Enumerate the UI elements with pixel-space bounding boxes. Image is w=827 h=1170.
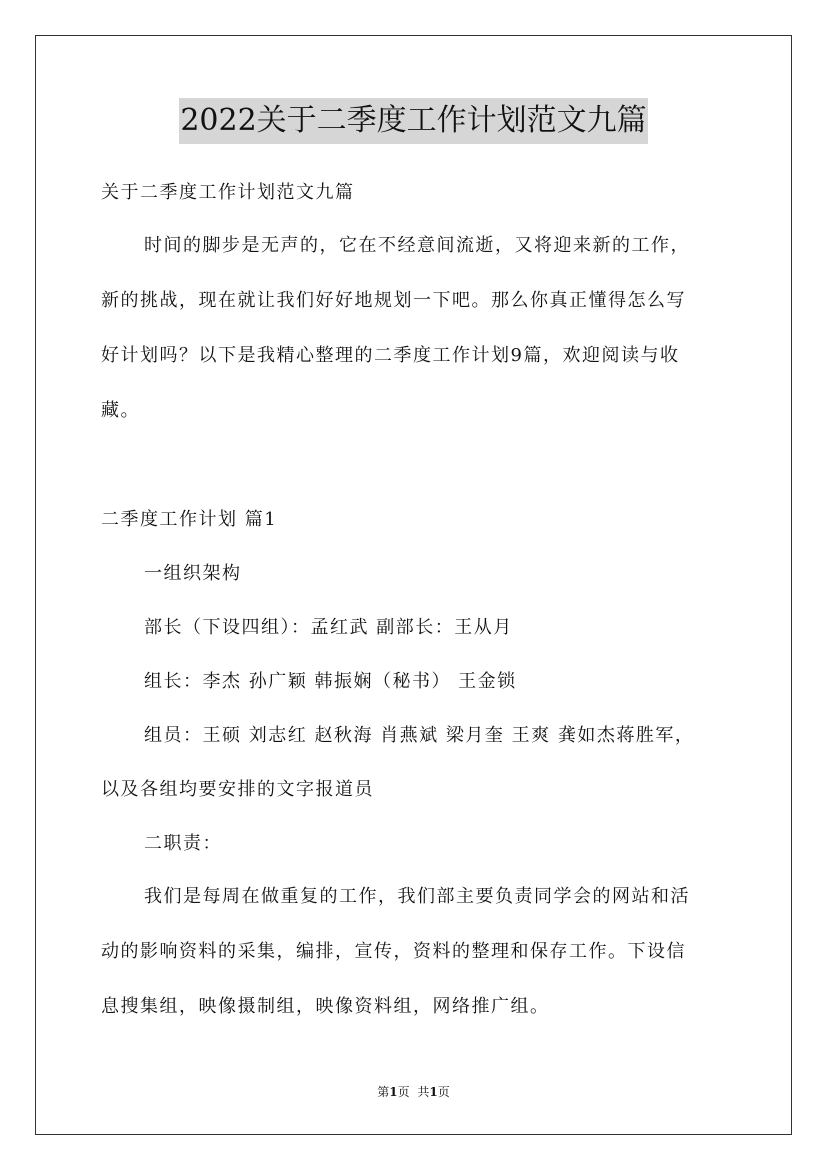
section-heading: 二季度工作计划 篇1	[101, 509, 278, 530]
leaders-line: 组长：李杰 孙广颖 韩振娴（秘书） 王金锁	[144, 671, 517, 692]
footer-page-suffix: 页	[397, 1085, 410, 1099]
minister-line: 部长（下设四组）：孟红武 副部长：王从月	[144, 617, 513, 638]
page-footer	[0, 1084, 827, 1100]
intro-line-1: 时间的脚步是无声的，它在不经意间流逝，又将迎来新的工作，	[144, 235, 690, 256]
intro-line-3: 好计划吗？以下是我精心整理的二季度工作计划9篇，欢迎阅读与收	[101, 345, 680, 366]
org-heading: 一组织架构	[144, 563, 242, 584]
title-container	[0, 98, 827, 144]
duty-line-3: 息搜集组，映像摄制组，映像资料组，网络推广组。	[101, 996, 550, 1017]
duty-line-2: 动的影响资料的采集，编排，宣传，资料的整理和保存工作。下设信	[101, 941, 686, 962]
duty-heading: 二职责：	[144, 833, 222, 854]
members-line-2: 以及各组均要安排的文字报道员	[101, 779, 374, 800]
footer-total-prefix: 共	[417, 1085, 430, 1099]
members-line-1: 组员：王硕 刘志红 赵秋海 肖燕斌 梁月奎 王爽 龚如杰蒋胜军，	[144, 725, 695, 746]
duty-line-1: 我们是每周在做重复的工作，我们部主要负责同学会的网站和活	[144, 886, 690, 907]
intro-line-4: 藏。	[101, 400, 140, 421]
footer-total-suffix: 页	[437, 1085, 450, 1099]
footer-page-prefix: 第	[377, 1085, 390, 1099]
document-title: 2022关于二季度工作计划范文九篇	[179, 98, 647, 144]
footer-page-number: 1	[389, 1085, 398, 1099]
footer-total-number: 1	[429, 1085, 438, 1099]
intro-line-2: 新的挑战，现在就让我们好好地规划一下吧。那么你真正懂得怎么写	[101, 290, 686, 311]
intro-heading: 关于二季度工作计划范文九篇	[101, 182, 355, 203]
